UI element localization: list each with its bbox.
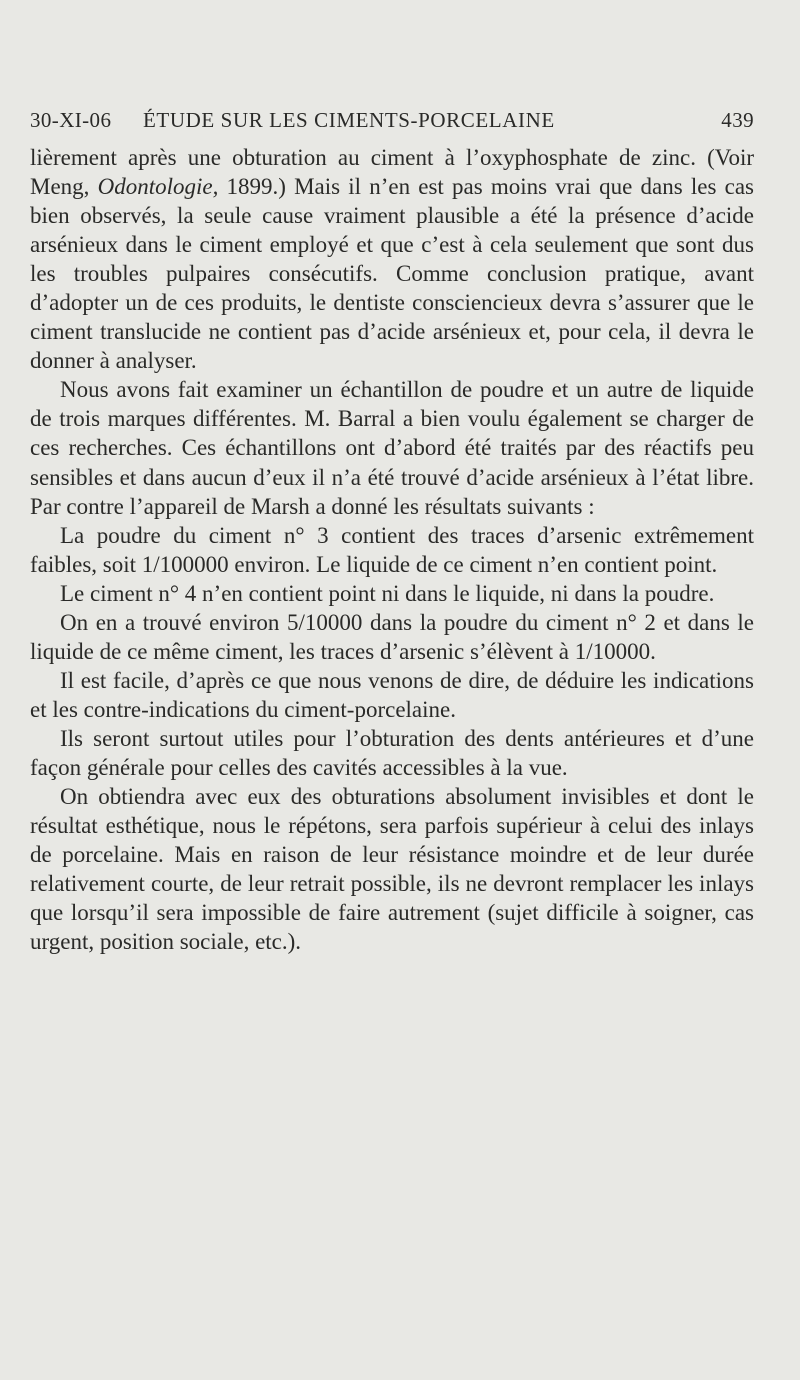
journal-title: Odontologie, (97, 174, 219, 200)
body-text (30, 143, 754, 956)
paragraph-text: 1899.) Mais il n’en est pas moins vrai que dans les cas bien observés, la seule cause vraiment plausible a été la présence d’acide arsénieux dans le ciment employé et que c’est à cela seulement que sont dus les troubles pulpaires consécutifs. Comme conclusion pratique, avant d’adopter un de ces produits, le dentiste consciencieux devra s’assurer que le ciment translucide ne contient pas d’acide arsénieux et, pour cela, il devra le donner à analyser. (30, 174, 754, 374)
page-number: 439 (721, 108, 754, 132)
paragraph: On obtiendra avec eux des obturations absolument invisibles et dont le résultat esthétique, nous le répétons, sera parfois supérieur à celui des inlays de porcelaine. Mais en raison de leur résistance moindre et de leur durée relativement courte, de leur retrait possible, ils ne devront remplacer les inlays que lorsqu’il sera impossible de faire autrement (sujet difficile à soigner, cas urgent, position sociale, etc.). (30, 784, 754, 955)
paragraph: Nous avons fait examiner un échantillon de poudre et un autre de liquide de trois marques différentes. M. Barral a bien voulu également se charger de ces recherches. Ces échantillons ont d’abord été traités par des réactifs peu sensibles et dans aucun d’eux il n’a été trouvé d’acide arsénieux à l’état libre. Par contre l’appareil de Marsh a donné les résultats suivants : (30, 377, 754, 519)
paragraph: On en a trouvé environ 5/10000 dans la poudre du ciment n° 2 et dans le liquide de ce même ciment, les traces d’arsenic s’élèvent à 1/10000. (30, 609, 754, 664)
running-head (30, 108, 754, 134)
header-date: 30-XI-06 (30, 108, 112, 132)
paragraph: Ils seront surtout utiles pour l’obturation des dents antérieures et d’une façon générale pour celles des cavités accessibles à la vue. (30, 725, 754, 780)
paragraph: La poudre du ciment n° 3 contient des traces d’arsenic extrêmement faibles, soit 1/100000 environ. Le liquide de ce ciment n’en contient point. (30, 522, 754, 577)
paragraph: Il est facile, d’après ce que nous venons de dire, de déduire les indications et les contre-indications du ciment-porcelaine. (30, 667, 754, 722)
paragraph: Le ciment n° 4 n’en contient point ni dans le liquide, ni dans la poudre. (60, 580, 715, 606)
paragraph-text: lièrement après une obturation au ciment à l’oxyphosphate de zinc. (Voir Meng, (30, 145, 754, 200)
paragraph-continued (30, 143, 754, 375)
header-title: ÉTUDE SUR LES CIMENTS-PORCELAINE (143, 108, 555, 132)
